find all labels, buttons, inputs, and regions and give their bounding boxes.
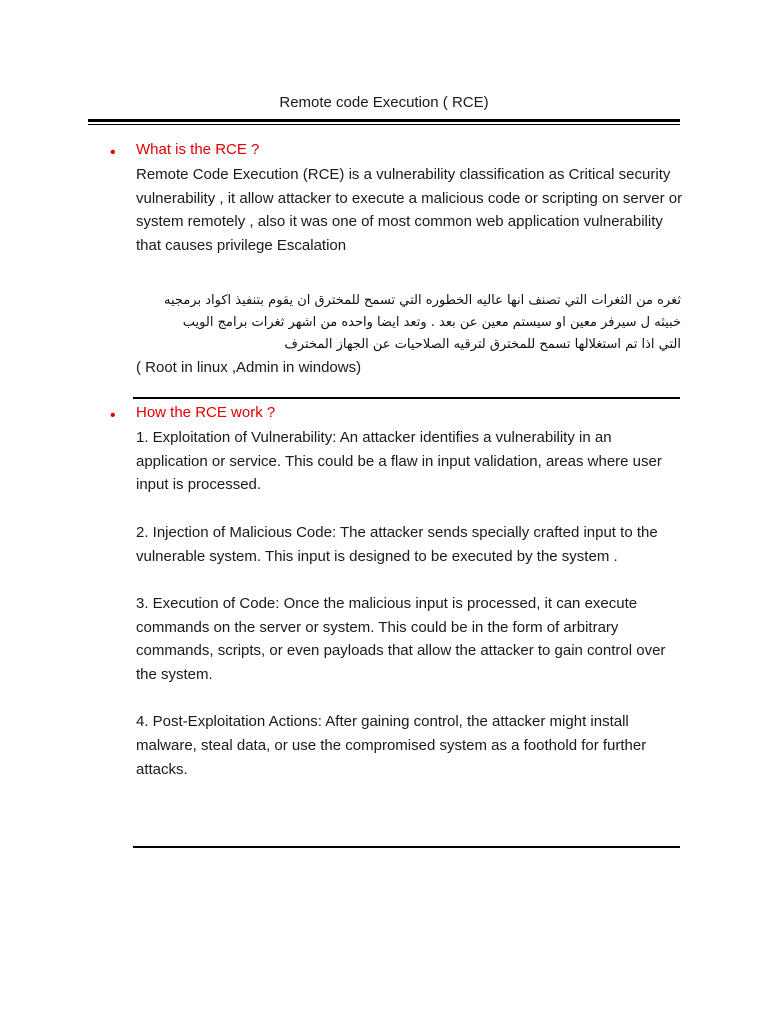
- section-heading: What is the RCE ?: [136, 141, 260, 158]
- bullet-icon: •: [110, 407, 116, 424]
- section-heading-row: [110, 402, 690, 426]
- section-heading-row: [110, 139, 690, 163]
- privilege-note: ( Root in linux ,Admin in windows): [136, 358, 362, 376]
- section-how-rce-works: [110, 402, 690, 782]
- arabic-line: خبيثه ل سيرفر معين او سيستم معين عن بعد . وتعد ايضا واحده من اشهر ثغرات برامج الويب: [182, 314, 681, 330]
- section-what-is-rce: [110, 139, 690, 379]
- step-item: 3. Execution of Code: Once the malicious input is processed, it can execute commands on the server or system. This could be in the form of arbitrary commands, scripts, or even payloads that allow the attacker to gain control over the system.: [136, 594, 666, 683]
- section-heading: How the RCE work ?: [136, 404, 276, 421]
- step-item: 4. Post-Exploitation Actions: After gaining control, the attacker might install malware, steal data, or use the compromised system as a foothold for further attacks.: [136, 713, 647, 778]
- rce-definition-paragraph: [136, 163, 686, 258]
- bullet-icon: •: [110, 144, 116, 161]
- steps-list: [136, 426, 686, 782]
- title-divider: [88, 119, 680, 125]
- arabic-line: التي اذا تم استغلالها تسمح للمخترق لترقيه الصلاحيات عن الجهاز المخترف: [284, 336, 681, 352]
- arabic-line: ثغره من الثغرات التي تصنف انها عاليه الخطوره التي تسمح للمخترق ان يقوم بتنفيذ اكواد برمجيه: [164, 292, 681, 308]
- definition-text: Remote Code Execution (RCE) is a vulnerability classification as Critical security vulnerability , it allow attacker to execute a malicious code or scripting on server or system remotely , also it was one of most common web application vulnerability that causes privilege Escalation: [136, 166, 683, 255]
- footer-divider: [133, 846, 680, 848]
- step-item: 2. Injection of Malicious Code: The attacker sends specially crafted input to the vulnerable system. This input is designed to be executed by the system .: [136, 523, 658, 565]
- page-title: Remote code Execution ( RCE): [279, 94, 489, 111]
- step-item: 1. Exploitation of Vulnerability: An attacker identifies a vulnerability in an application or service. This could be a flaw in input validation, areas where user input is processed.: [136, 429, 662, 494]
- arabic-paragraph: [136, 290, 681, 356]
- section-divider: [133, 397, 680, 399]
